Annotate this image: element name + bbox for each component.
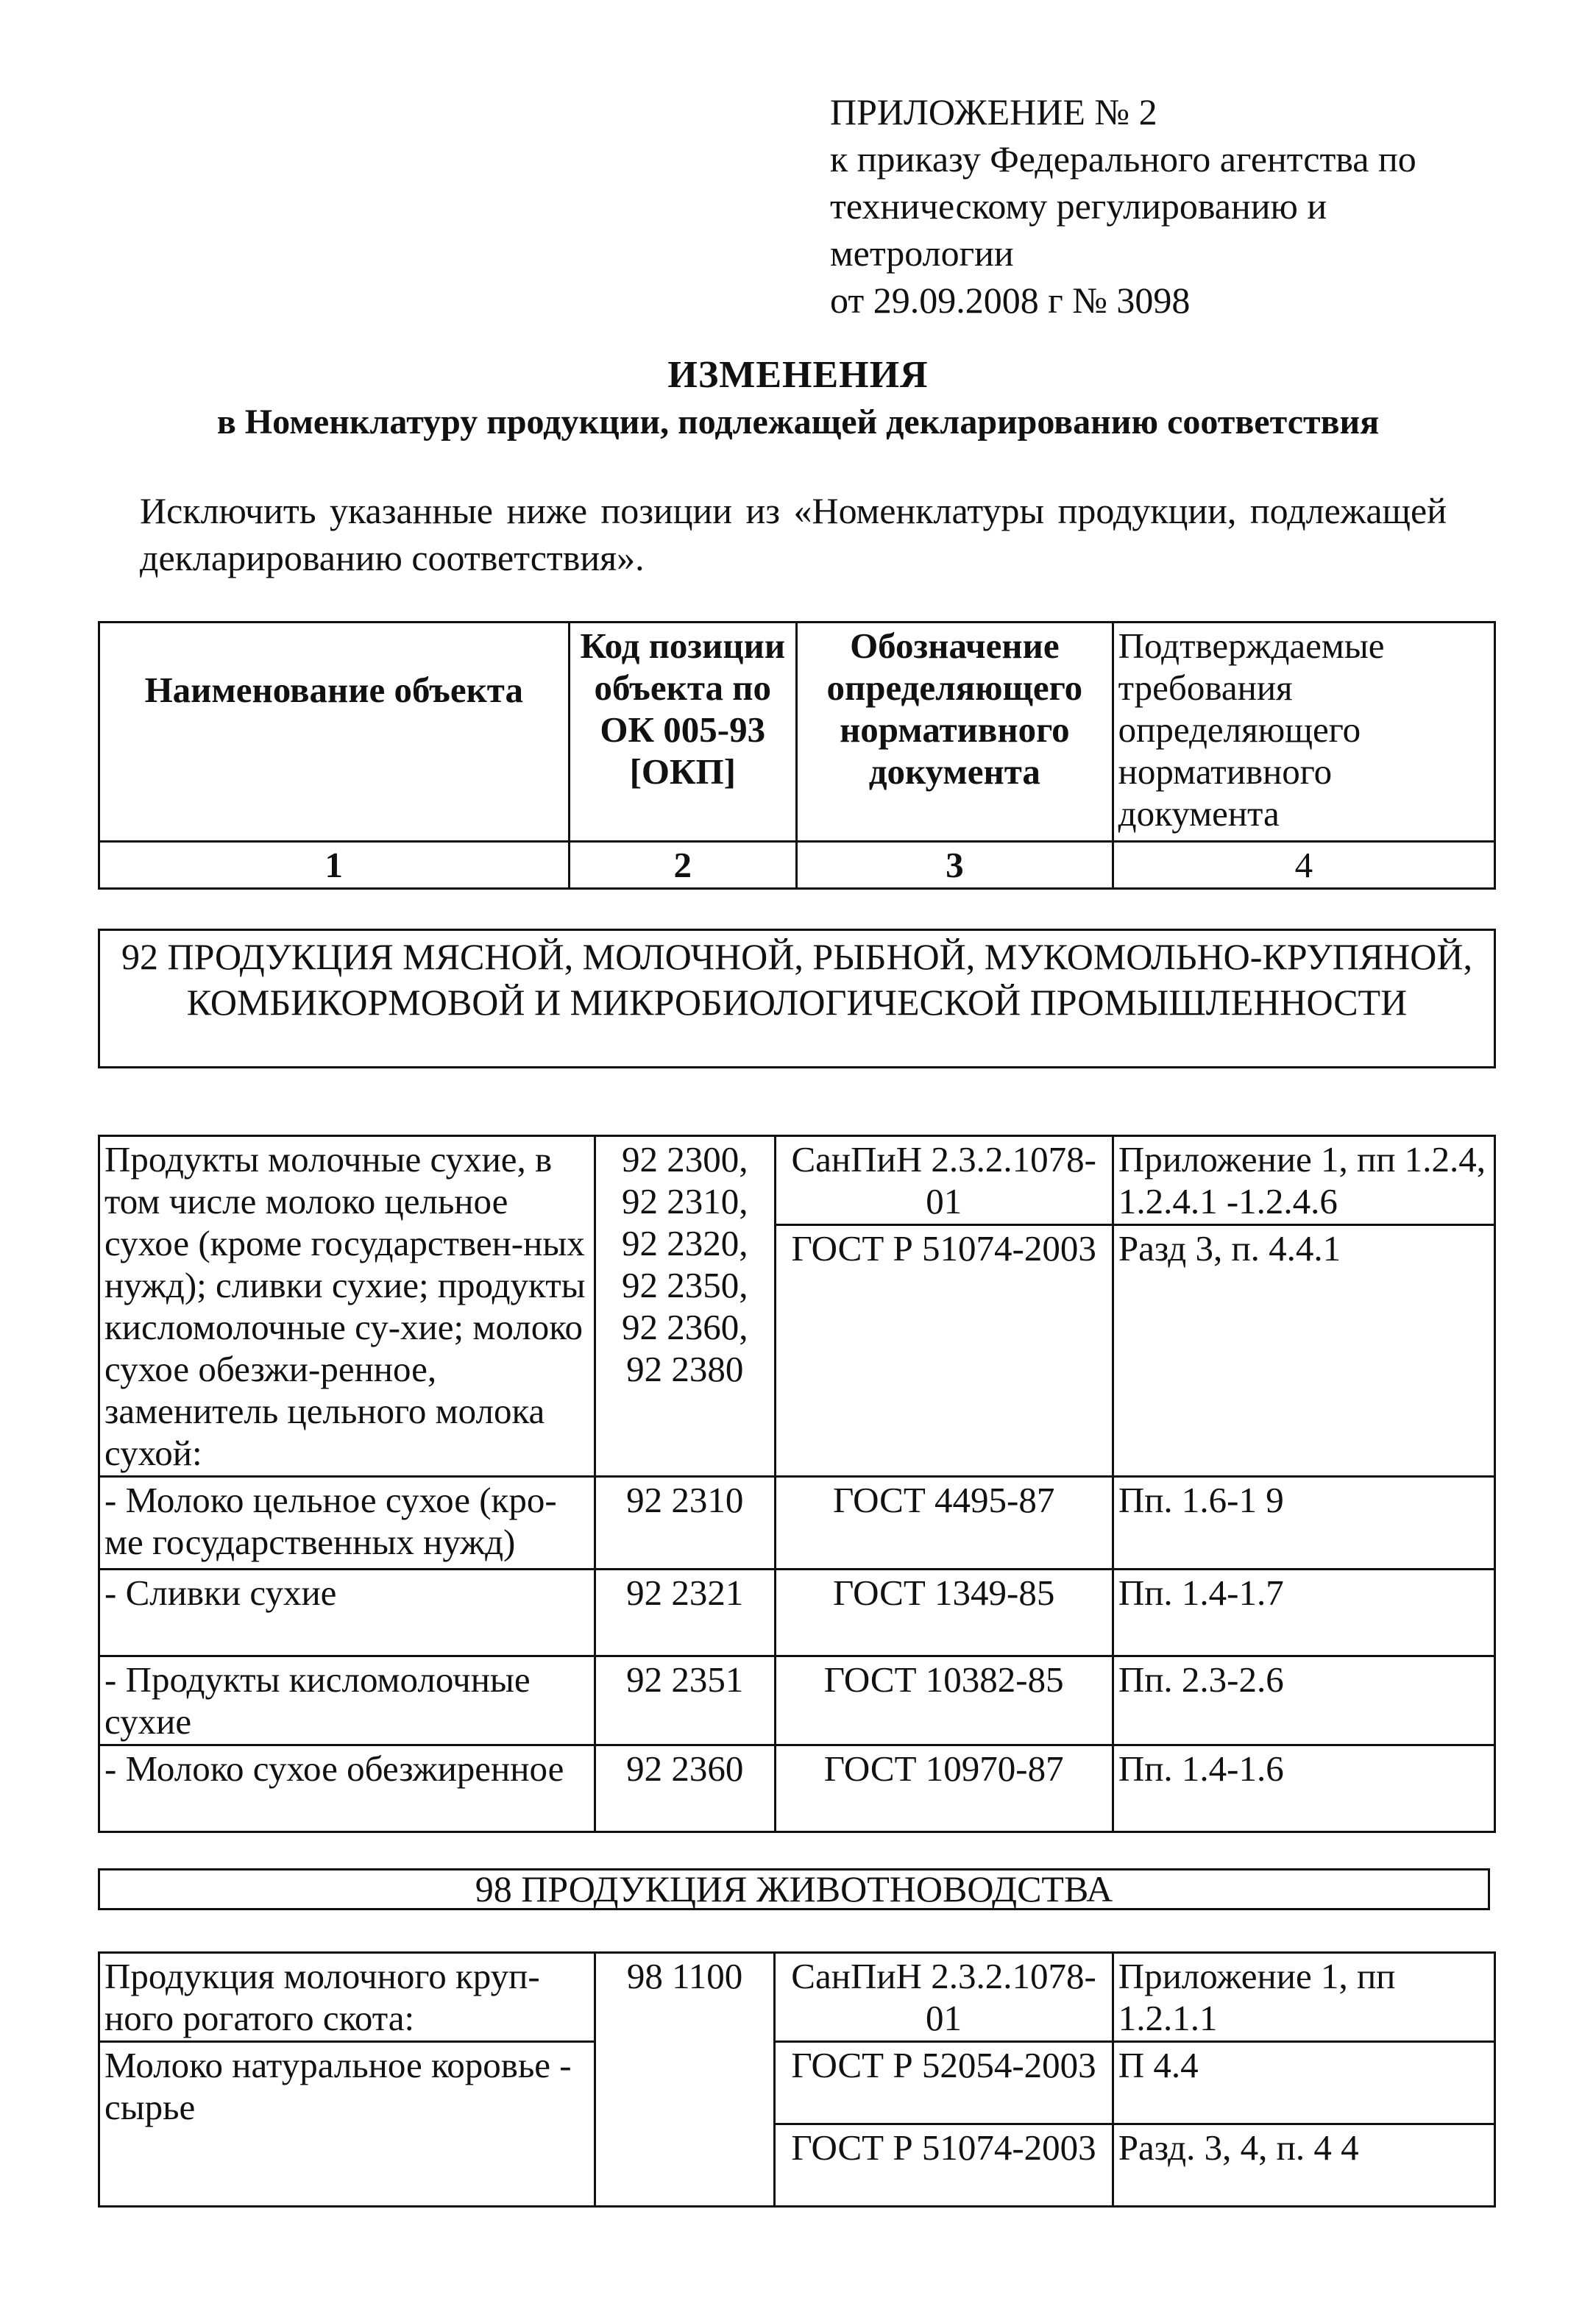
product-name: - Сливки сухие [99,1570,595,1656]
section-92-table [98,1135,1496,1833]
appendix-date-number: от 29.09.2008 г № 3098 [830,280,1191,321]
normative-document: ГОСТ 10970-87 [775,1745,1113,1832]
table-row [99,1477,1495,1570]
header-cell-name: Наименование объекта [99,623,570,842]
requirements: Разд 3, п. 4.4.1 [1113,1225,1494,1477]
section-98-title: 98 ПРОДУКЦИЯ ЖИВОТНОВОДСТВА [98,1868,1490,1910]
normative-document: СанПиН 2.3.2.1078-01 [775,1953,1113,2042]
product-code: 98 1100 [595,1953,775,2207]
product-name: Продукция молочного круп-ного рогатого скота: [99,1953,595,2042]
product-code: 92 2310 [595,1477,775,1570]
normative-document: ГОСТ 1349-85 [775,1570,1113,1656]
product-code: 92 2321 [595,1570,775,1656]
requirements: Разд. 3, 4, п. 4 4 [1113,2124,1494,2207]
requirements: П 4.4 [1113,2042,1494,2124]
column-number: 3 [797,842,1113,889]
normative-document: ГОСТ Р 52054-2003 [775,2042,1113,2124]
section-98-table [98,1951,1496,2208]
appendix-header [830,88,1463,324]
requirements: Пп. 2.3-2.6 [1113,1656,1494,1745]
section-92-title: 92 ПРОДУКЦИЯ МЯСНОЙ, МОЛОЧНОЙ, РЫБНОЙ, МУКОМОЛЬНО-КРУПЯНОЙ, КОМБИКОРМОВОЙ И МИКРОБИОЛОГИЧЕСКОЙ ПРОМЫШЛЕННОСТИ [98,929,1496,1068]
product-name: Продукты молочные сухие, в том числе молоко цельное сухое (кроме государствен-ных нужд); сливки сухие; продукты кисломолочные су-хие; молоко сухое обезжи-ренное, заменитель цельного молока сухой: [99,1136,595,1477]
header-cell-code: Код позиции объекта по ОК 005-93 [ОКП] [569,623,796,842]
product-name: - Молоко цельное сухое (кро-ме государственных нужд) [99,1477,595,1570]
header-cell-requirements: Подтверждаемые требования определяющего нормативного документа [1113,623,1494,842]
table-row [99,1953,1495,2042]
appendix-line: метрологии [830,233,1014,274]
appendix-title: ПРИЛОЖЕНИЕ № 2 [830,91,1157,132]
appendix-line: к приказу Федерального агентства по [830,138,1416,180]
product-code: 92 2351 [595,1656,775,1745]
requirements: Приложение 1, пп 1.2.4, 1.2.4.1 -1.2.4.6 [1113,1136,1494,1225]
normative-document: ГОСТ Р 51074-2003 [775,1225,1113,1477]
table-row [99,1656,1495,1745]
product-codes: 92 2300, 92 2310, 92 2320, 92 2350, 92 2360, 92 2380 [595,1136,775,1477]
column-numbers-row [99,842,1495,889]
product-name: - Молоко сухое обезжиренное [99,1745,595,1832]
document-subtitle: в Номенклатуру продукции, подлежащей декларированию соответствия [216,403,1380,442]
column-number: 4 [1113,842,1494,889]
table-row [99,1745,1495,1832]
normative-document: СанПиН 2.3.2.1078-01 [775,1136,1113,1225]
table-row [99,2042,1495,2124]
product-code: 92 2360 [595,1745,775,1832]
column-number: 2 [569,842,796,889]
appendix-line: техническому регулированию и [830,185,1327,227]
normative-document: ГОСТ Р 51074-2003 [775,2124,1113,2207]
normative-document: ГОСТ 10382-85 [775,1656,1113,1745]
header-table [98,621,1496,890]
document-title: ИЗМЕНЕНИЯ [667,354,929,396]
header-row [99,623,1495,842]
requirements: Пп. 1.4-1.7 [1113,1570,1494,1656]
header-cell-doc: Обозначение определяющего нормативного документа [797,623,1113,842]
requirements: Пп. 1.4-1.6 [1113,1745,1494,1832]
requirements: Пп. 1.6-1 9 [1113,1477,1494,1570]
product-name: Молоко натуральное коровье - сырье [99,2042,595,2207]
product-name: - Продукты кисломолочные сухие [99,1656,595,1745]
normative-document: ГОСТ 4495-87 [775,1477,1113,1570]
table-row [99,1570,1495,1656]
intro-paragraph: Исключить указанные ниже позиции из «Номенклатуры продукции, подлежащей декларированию соответствия». [140,490,1447,578]
requirements: Приложение 1, пп 1.2.1.1 [1113,1953,1494,2042]
column-number: 1 [99,842,570,889]
table-row [99,1136,1495,1225]
